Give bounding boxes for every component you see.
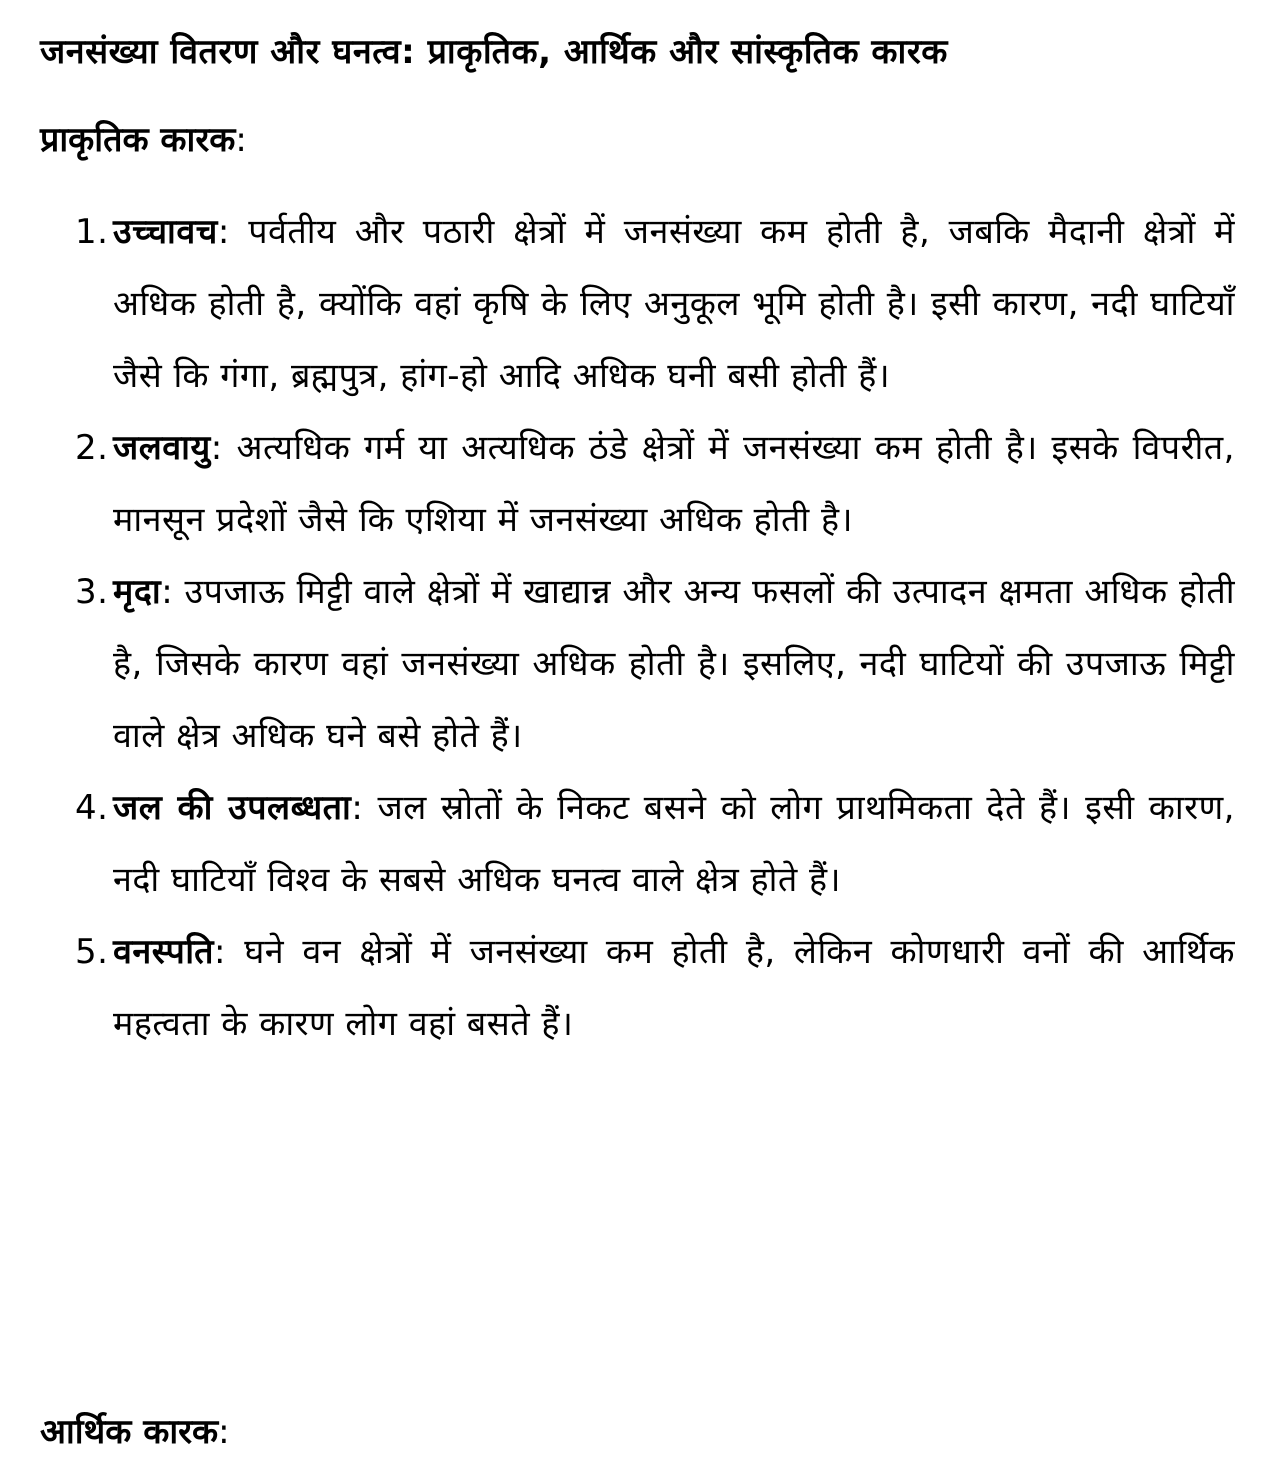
list-item-soil — [40, 556, 1235, 772]
list-item-description: घने वन क्षेत्रों में जनसंख्या कम होती है, लेकिन कोणधारी वनों की आर्थिक महत्वता के कारण लोग वहां बसते हैं। — [113, 932, 1235, 1044]
list-item-vegetation — [40, 916, 1235, 1060]
list-item-term: उच्चावच — [113, 212, 218, 252]
list-item-separator: : — [351, 788, 364, 828]
list-item-climate — [40, 412, 1235, 556]
section-heading-suffix: : — [235, 120, 247, 160]
list-item-description: जल स्रोतों के निकट बसने को लोग प्राथमिकता देते हैं। इसी कारण, नदी घाटियाँ विश्व के सबसे अधिक घनत्व वाले क्षेत्र होते हैं। — [113, 788, 1235, 900]
list-item-separator: : — [210, 428, 223, 468]
list-item-term: जल की उपलब्धता — [113, 788, 352, 828]
list-item-description: अत्यधिक गर्म या अत्यधिक ठंडे क्षेत्रों में जनसंख्या कम होती है। इसके विपरीत, मानसून प्रदेशों जैसे कि एशिया में जनसंख्या अधिक होती है। — [113, 428, 1235, 540]
list-item-separator: : — [217, 212, 230, 252]
list-item-number: 1. — [75, 212, 109, 252]
list-item-term: मृदा — [113, 572, 162, 612]
section-heading-suffix: : — [218, 1412, 230, 1452]
section-heading-text: प्राकृतिक कारक — [40, 120, 236, 160]
list-item-term: वनस्पति — [113, 932, 214, 972]
list-item-description: पर्वतीय और पठारी क्षेत्रों में जनसंख्या कम होती है, जबकि मैदानी क्षेत्रों में अधिक होती है, क्योंकि वहां कृषि के लिए अनुकूल भूमि होती है। इसी कारण, नदी घाटियाँ जैसे कि गंगा, ब्रह्मपुत्र, हांग-हो आदि अधिक घनी बसी होती हैं। — [113, 212, 1235, 396]
section-heading-economic-factors — [40, 1402, 230, 1462]
list-item-separator: : — [214, 932, 226, 972]
list-item-term: जलवायु — [113, 428, 211, 468]
section-heading-natural-factors — [40, 110, 1235, 170]
list-item-separator: : — [161, 572, 174, 612]
list-item-water-availability — [40, 772, 1235, 916]
section-heading-text: आर्थिक कारक — [40, 1412, 219, 1452]
list-item-number: 2. — [75, 428, 109, 468]
list-item-number: 3. — [75, 572, 109, 612]
list-item-number: 5. — [75, 932, 109, 972]
document-title: जनसंख्या वितरण और घनत्व: प्राकृतिक, आर्थिक और सांस्कृतिक कारक — [40, 32, 948, 72]
list-item-description: उपजाऊ मिट्टी वाले क्षेत्रों में खाद्यान्न और अन्य फसलों की उत्पादन क्षमता अधिक होती है, जिसके कारण वहां जनसंख्या अधिक होती है। इसलिए, नदी घाटियों की उपजाऊ मिट्टी वाले क्षेत्र अधिक घने बसे होते हैं। — [113, 572, 1235, 756]
list-item-relief — [40, 196, 1235, 412]
list-item-number: 4. — [75, 788, 109, 828]
natural-factors-list — [40, 196, 1235, 1060]
